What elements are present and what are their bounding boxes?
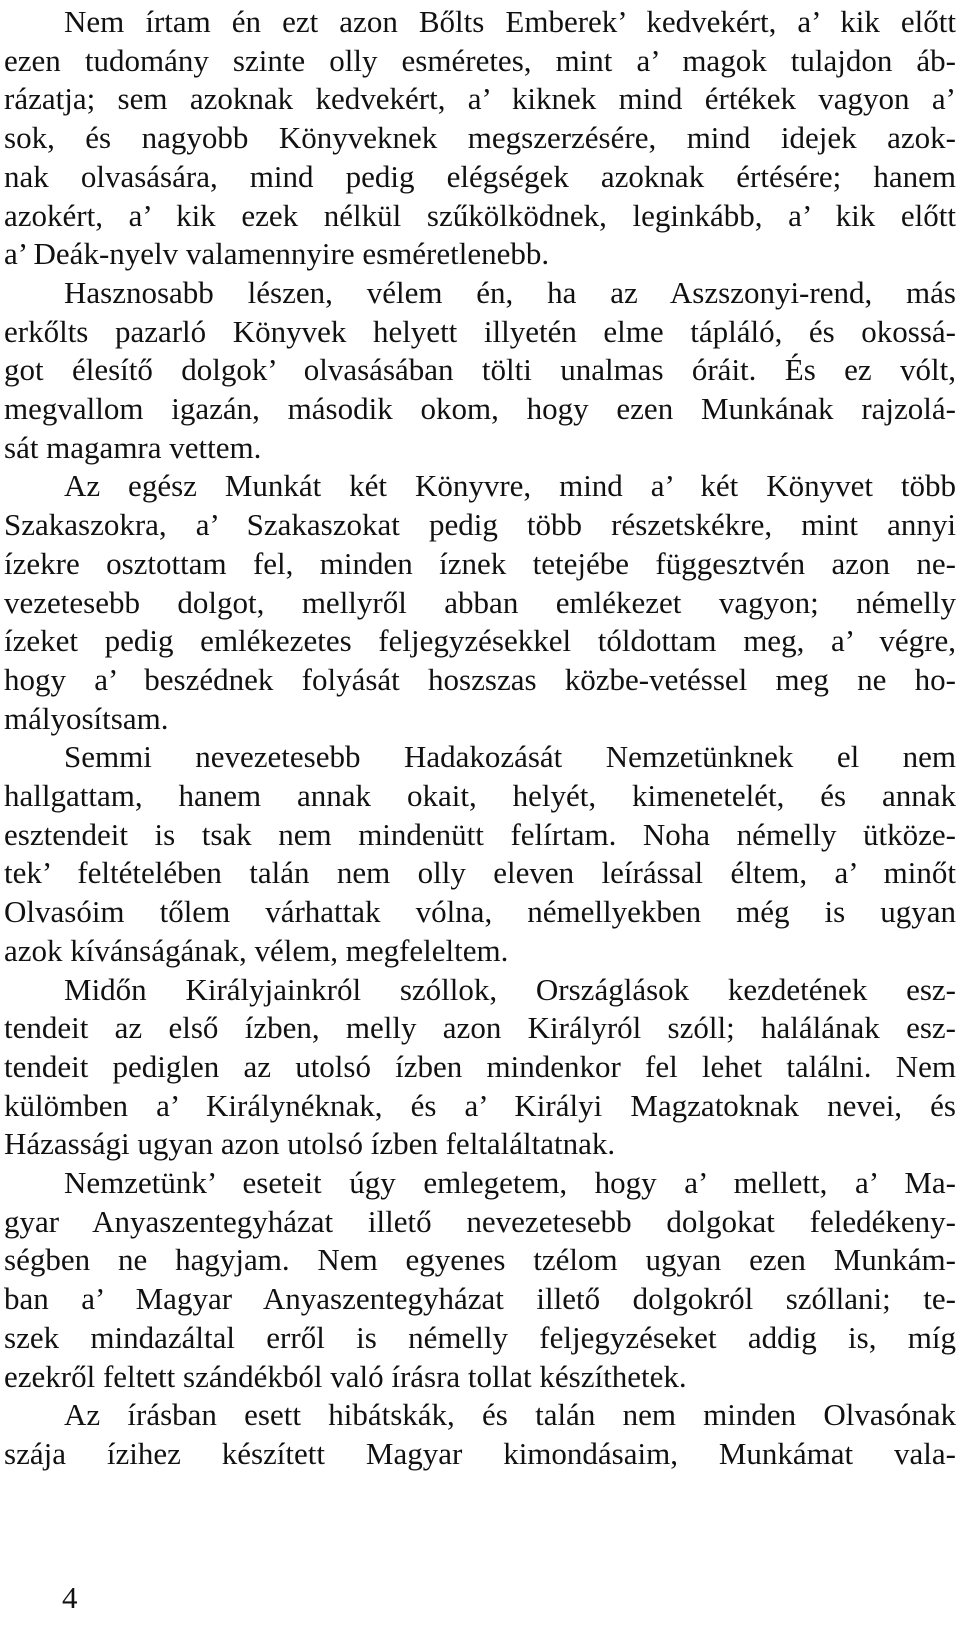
text-line: ízeket pedig emlékezetes feljegyzésekkel tóldottam meg, a’ végre,: [4, 623, 956, 659]
page-number: 4: [62, 1580, 78, 1615]
text-line: got élesítő dolgok’ olvasásában tölti unalmas óráit. És ez vólt,: [4, 352, 956, 388]
text-line: tek’ feltételében talán nem olly eleven leírással éltem, a’ minőt: [4, 855, 956, 891]
text-line: Hasznosabb lészen, vélem én, ha az Aszszonyi-rend, más: [64, 274, 956, 310]
text-line: mályosítsam.: [4, 700, 169, 736]
text-line: ban a’ Magyar Anyaszentegyházat illető dolgokról szóllani; te-: [4, 1281, 956, 1317]
text-line: tendeit az első ízben, melly azon Királyról szóll; halálának esz-: [4, 1010, 956, 1046]
text-line: vezetesebb dolgot, mellyről abban emlékezet vagyon; némelly: [4, 584, 956, 620]
text-line: sok, és nagyobb Könyveknek megszerzésére, mind idejek azok-: [4, 120, 956, 156]
text-line: esztendeit is tsak nem mindenütt felírtam. Noha némelly ütköze-: [4, 816, 956, 852]
text-line: ezen tudomány szinte olly esméretes, mint a’ magok tulajdon áb-: [4, 42, 956, 78]
text-line: ségben ne hagyjam. Nem egyenes tzélom ugyan ezen Munkám-: [4, 1242, 956, 1278]
text-line: Nemzetünk’ eseteit úgy emlegetem, hogy a’ mellett, a’ Ma-: [64, 1165, 956, 1200]
text-line: külömben a’ Királynéknak, és a’ Királyi Magzatoknak nevei, és: [4, 1087, 956, 1123]
text-line: tendeit pediglen az utolsó ízben mindenkor fel lehet találni. Nem: [4, 1048, 956, 1084]
text-line: ezekről feltett szándékból való írásra tollat készíthetek.: [4, 1358, 687, 1394]
text-line: azok kívánságának, vélem, megfeleltem.: [4, 932, 509, 968]
text-line: rázatja; sem azoknak kedvekért, a’ kiknek mind értékek vagyon a’: [4, 81, 956, 117]
text-line: nak olvasására, mind pedig elégségek azoknak értésére; hanem: [4, 158, 956, 194]
text-line: hallgattam, hanem annak okait, helyét, kimenetelét, és annak: [4, 778, 956, 813]
text-line: Szakaszokra, a’ Szakaszokat pedig több részetskékre, mint annyi: [4, 507, 956, 543]
text-line: szája ízihez készített Magyar kimondásaim, Munkámat vala-: [4, 1435, 956, 1471]
text-line: szek mindazáltal erről is némelly feljegyzéseket addig is, míg: [4, 1319, 956, 1355]
text-line: Olvasóim tőlem várhattak vólna, némellyekben még is ugyan: [4, 894, 956, 930]
text-line: ízekre osztottam fel, minden íznek tetejébe függesztvén azon ne-: [4, 545, 956, 581]
text-line: Midőn Királyjainkról szóllok, Országlások kezdetének esz-: [64, 971, 956, 1007]
text-line: hogy a’ beszédnek folyását hoszszas közbe-vetéssel meg ne ho-: [4, 661, 956, 697]
text-line: Az egész Munkát két Könyvre, mind a’ két Könyvet több: [64, 468, 956, 504]
text-line: sát magamra vettem.: [4, 429, 262, 465]
text-line: gyar Anyaszentegyházat illető nevezetesebb dolgokat feledékeny-: [4, 1203, 956, 1239]
text-line: Az írásban esett hibátskák, és talán nem minden Olvasónak: [64, 1397, 956, 1433]
text-line: megvallom igazán, második okom, hogy ezen Munkának rajzolá-: [4, 391, 956, 426]
text-line: erkőlts pazarló Könyvek helyett illyetén elme tápláló, és okossá-: [4, 313, 956, 349]
text-line: Nem írtam én ezt azon Bőlts Emberek’ kedvekért, a’ kik előtt: [64, 4, 956, 39]
text-line: Semmi nevezetesebb Hadakozását Nemzetünknek el nem: [64, 739, 956, 775]
text-line: Házassági ugyan azon utolsó ízben feltaláltatnak.: [4, 1126, 616, 1162]
text-line: a’ Deák-nyelv valamennyire esméretlenebb.: [4, 236, 550, 272]
text-line: azokért, a’ kik ezek nélkül szűkölködnek, leginkább, a’ kik előtt: [4, 197, 956, 233]
